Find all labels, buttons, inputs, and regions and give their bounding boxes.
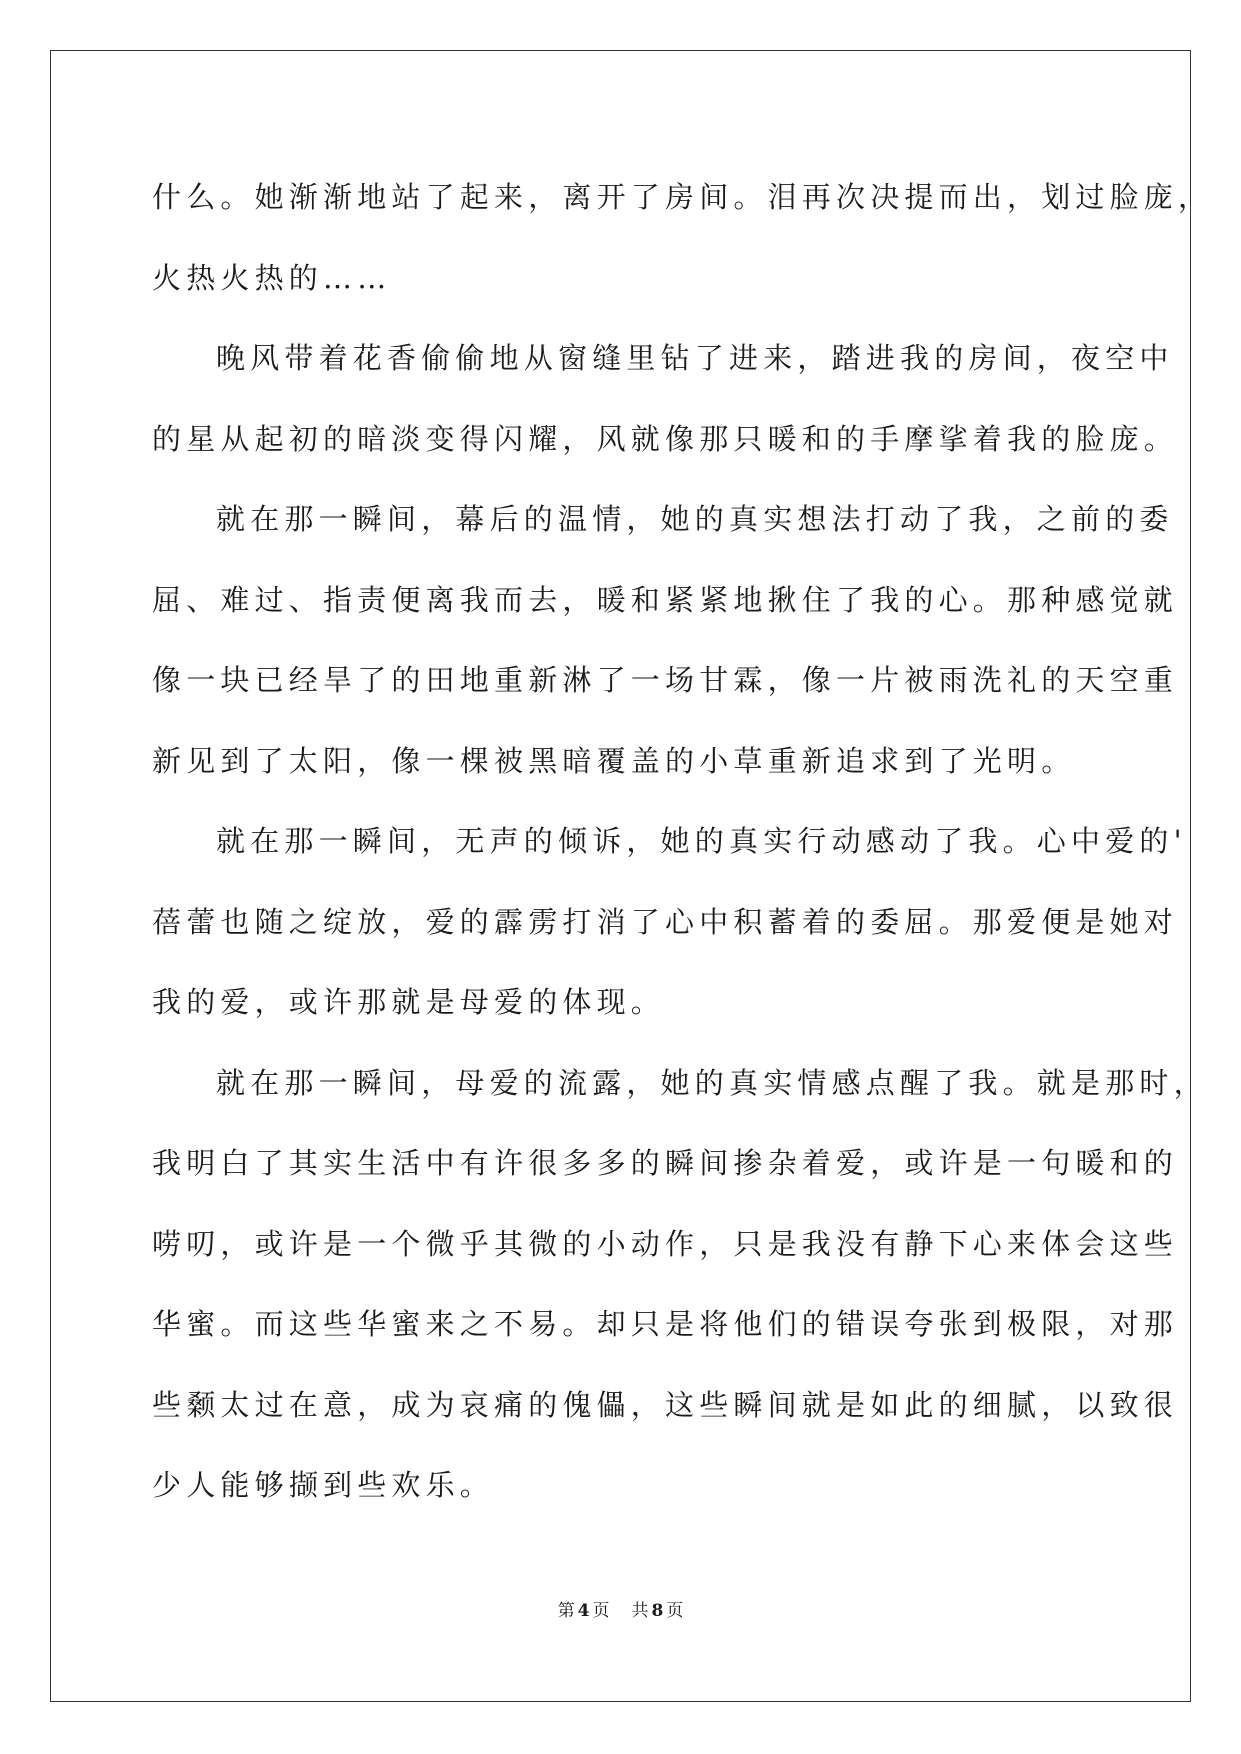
text-line: 我的爱，或许那就是母爱的体现。 [152, 985, 666, 1019]
document-body [152, 157, 1213, 1526]
text-line: 些颡太过在意，成为哀痛的傀儡，这些瞬间就是如此的细腻，以致很 [152, 1387, 1179, 1422]
text-line: 华蜜。而这些华蜜来之不易。却只是将他们的错误夸张到极限，对那 [152, 1307, 1179, 1341]
text-line: 我明白了其实生活中有许很多多的瞬间掺杂着爱，或许是一句暖和的 [152, 1146, 1179, 1180]
paragraph-first-line: 就在那一瞬间，母爱的流露，她的真实情感点醒了我。就是那时， [216, 1065, 1208, 1100]
text-line: 的星从起初的暗淡变得闪耀，风就像那只暖和的手摩挲着我的脸庞。 [152, 421, 1179, 456]
text-line: 什么。她渐渐地站了起来，离开了房间。泪再次决提而出，划过脸庞， [152, 180, 1213, 214]
text-line: 火热火热的…… [152, 260, 392, 295]
current-page-number: 4 [577, 1601, 590, 1621]
footer-total-suffix: 页 [666, 1601, 684, 1621]
paragraph-first-line: 就在那一瞬间，幕后的温情，她的真实想法打动了我，之前的委 [216, 502, 1174, 536]
text-line: 像一块已经旱了的田地重新淋了一场甘霖，像一片被雨洗礼的天空重 [152, 663, 1179, 697]
footer-prefix: 第 [557, 1601, 575, 1621]
text-line: 唠叨，或许是一个微乎其微的小动作，只是我没有静下心来体会这些 [152, 1226, 1179, 1261]
text-line: 蓓蕾也随之绽放，爱的霹雳打消了心中积蓄着的委屈。那爱便是她对 [152, 904, 1179, 939]
text-line: 屈、难过、指责便离我而去，暖和紧紧地揪住了我的心。那种感觉就 [152, 582, 1179, 617]
paragraph-first-line: 晚风带着花香偷偷地从窗缝里钻了进来，踏进我的房间，夜空中 [216, 341, 1174, 375]
page-footer [0, 1596, 1241, 1621]
text-line: 少人能够撷到些欢乐。 [152, 1468, 495, 1502]
footer-page-suffix: 页 [592, 1601, 610, 1621]
total-pages-number: 8 [651, 1601, 664, 1621]
text-line: 新见到了太阳，像一棵被黑暗覆盖的小草重新追求到了光明。 [152, 743, 1076, 778]
paragraph-first-line: 就在那一瞬间，无声的倾诉，她的真实行动感动了我。心中爱的' [216, 824, 1187, 858]
footer-total-prefix: 共 [631, 1601, 649, 1621]
